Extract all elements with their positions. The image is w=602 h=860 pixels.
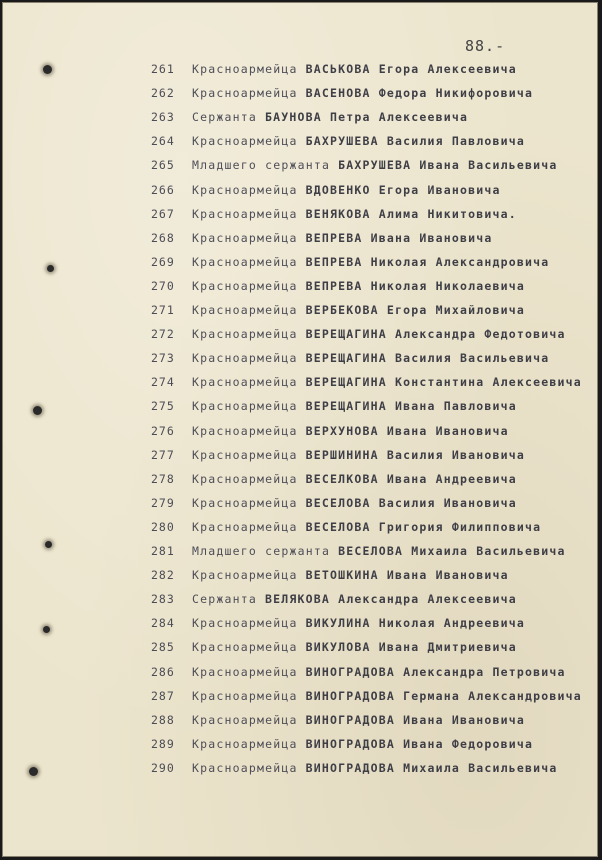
- entry-rank: Красноармейца ВЕРШИНИНА Василия Ивановича: [192, 447, 525, 462]
- entry-rank: Красноармейца ВЕРЕЩАГИНА Василия Васильевича: [192, 351, 550, 366]
- list-item: [3, 662, 597, 682]
- entry-rank: Сержанта ВЕЛЯКОВА Александра Алексеевича: [192, 592, 517, 607]
- entry-rank: Красноармейца ВИНОГРАДОВА Германа Александровича: [192, 688, 582, 703]
- list-item: [3, 228, 597, 248]
- entry-number: 273: [151, 351, 175, 366]
- entry-number: 281: [151, 544, 175, 558]
- entry-number: 263: [151, 110, 175, 125]
- list-item: [3, 493, 597, 513]
- list-item: [3, 276, 597, 296]
- entry-rank: Красноармейца ВЕРЕЩАГИНА Александра Федотовича: [192, 327, 566, 342]
- entry-name: ВЕСЕЛОВА Григория Филипповича: [305, 519, 542, 534]
- entry-number: 279: [151, 495, 175, 510]
- entry-name: ВАСЬКОВА Егора Алексеевича: [305, 62, 517, 76]
- entry-name: ВЕНЯКОВА Алима Никитовича.: [305, 206, 517, 221]
- entry-number: 268: [151, 230, 175, 245]
- entry-name: ВЕСЕЛОВА Михаила Васильевича: [338, 544, 566, 558]
- list-item: [3, 252, 597, 272]
- entry-number: 277: [151, 447, 175, 462]
- entry-number: 278: [151, 471, 175, 486]
- entry-rank: Красноармейца ВЕСЕЛОВА Григория Филипповича: [192, 519, 542, 534]
- entry-name: ВЕРЕЩАГИНА Василия Васильевича: [305, 351, 550, 366]
- list-item: [3, 348, 597, 368]
- entry-number: 269: [151, 254, 175, 269]
- entry-name: ВИКУЛОВА Ивана Дмитриевича: [305, 640, 517, 655]
- entry-name: БАХРУШЕВА Василия Павловича: [305, 134, 525, 149]
- entry-name: БАХРУШЕВА Ивана Васильевича: [338, 158, 558, 173]
- entry-number: 280: [151, 519, 175, 534]
- entry-number: 267: [151, 206, 175, 221]
- entry-rank: Красноармейца ВИКУЛИНА Николая Андреевича: [192, 616, 525, 631]
- list-item: [3, 734, 597, 754]
- entry-name: ВИНОГРАДОВА Ивана Ивановича: [305, 712, 525, 727]
- entry-number: 283: [151, 592, 175, 607]
- entry-rank: Красноармейца ВЕПРЕВА Николая Николаевича: [192, 278, 525, 293]
- entry-number: 274: [151, 375, 175, 390]
- list-item: [3, 710, 597, 730]
- entry-name: ВЕПРЕВА Ивана Ивановича: [305, 230, 493, 245]
- entry-name: ВЕПРЕВА Николая Александровича: [305, 254, 550, 269]
- list-item: [3, 637, 597, 657]
- entry-name: ВЕСЕЛКОВА Ивана Андреевича: [305, 471, 517, 486]
- list-item: [3, 686, 597, 706]
- entry-number: 289: [151, 736, 175, 751]
- entry-name: ВЕРХУНОВА Ивана Ивановича: [305, 423, 509, 438]
- entry-rank: Красноармейца ВАСЬКОВА Егора Алексеевича: [192, 62, 517, 76]
- list-item: [3, 59, 597, 79]
- entry-number: 286: [151, 664, 175, 679]
- entry-number: 261: [151, 62, 175, 76]
- entry-name: ВИНОГРАДОВА Германа Александровича: [305, 688, 582, 703]
- entry-rank: Красноармейца ВЕРХУНОВА Ивана Ивановича: [192, 423, 509, 438]
- entry-name: ВЕЛЯКОВА Александра Алексеевича: [265, 592, 517, 607]
- entry-rank: Красноармейца ВИНОГРАДОВА Ивана Ивановича: [192, 712, 525, 727]
- entry-name: ВЕРЕЩАГИНА Константина Алексеевича: [305, 375, 582, 390]
- list-item: [3, 421, 597, 441]
- list-item: [3, 613, 597, 633]
- entry-rank: Младшего сержанта ВЕСЕЛОВА Михаила Васильевича: [192, 544, 566, 558]
- page-number: 88.-: [465, 37, 506, 55]
- entry-name: БАУНОВА Петра Алексеевича: [265, 110, 469, 125]
- entry-name: ВЕПРЕВА Николая Николаевича: [305, 278, 525, 293]
- entry-number: 266: [151, 182, 175, 197]
- list-item: [3, 131, 597, 151]
- entry-name: ВЕТОШКИНА Ивана Ивановича: [305, 568, 509, 583]
- entry-name: ВЕРЕЩАГИНА Александра Федотовича: [305, 327, 566, 342]
- list-item: [3, 180, 597, 200]
- entry-number: 275: [151, 399, 175, 414]
- entry-name: ВАСЕНОВА Федора Никифоровича: [305, 86, 534, 101]
- entry-number: 276: [151, 423, 175, 438]
- list-item: [3, 83, 597, 103]
- entry-rank: Красноармейца ВЕПРЕВА Николая Александровича: [192, 254, 550, 269]
- entry-name: ВИНОГРАДОВА Ивана Федоровича: [305, 736, 534, 751]
- entry-name: ВИНОГРАДОВА Михаила Васильевича: [305, 760, 558, 775]
- list-item: [3, 469, 597, 489]
- entry-rank: Красноармейца ВЕСЕЛКОВА Ивана Андреевича: [192, 471, 517, 486]
- entry-rank: Красноармейца ВЕРЕЩАГИНА Ивана Павловича: [192, 399, 517, 414]
- entry-rank: Красноармейца ВИНОГРАДОВА Ивана Федоровича: [192, 736, 534, 751]
- entry-rank: Красноармейца ВЕРЕЩАГИНА Константина Алексеевича: [192, 375, 582, 390]
- entry-number: 262: [151, 86, 175, 101]
- list-item: [3, 396, 597, 416]
- entry-rank: Красноармейца ВЕТОШКИНА Ивана Ивановича: [192, 568, 509, 583]
- list-item: [3, 565, 597, 585]
- entry-number: 282: [151, 568, 175, 583]
- entry-rank: Красноармейца ВЕПРЕВА Ивана Ивановича: [192, 230, 493, 245]
- entry-name: ВИНОГРАДОВА Александра Петровича: [305, 664, 566, 679]
- entry-rank: Красноармейца ВЕНЯКОВА Алима Никитовича.: [192, 206, 517, 221]
- entry-name: ВЕРЕЩАГИНА Ивана Павловича: [305, 399, 517, 414]
- entry-number: 290: [151, 760, 175, 775]
- list-item: [3, 758, 597, 778]
- document-page: [2, 2, 598, 857]
- entry-number: 271: [151, 303, 175, 317]
- entry-rank: Красноармейца ВДОВЕНКО Егора Ивановича: [192, 182, 501, 197]
- list-item: [3, 517, 597, 537]
- entry-number: 270: [151, 278, 175, 293]
- entry-rank: Красноармейца ВАСЕНОВА Федора Никифоровича: [192, 86, 534, 101]
- entry-name: ВЕСЕЛОВА Василия Ивановича: [305, 495, 517, 510]
- list-item: [3, 324, 597, 344]
- list-item: [3, 155, 597, 175]
- list-item: [3, 107, 597, 127]
- list-item: [3, 204, 597, 224]
- list-item: [3, 445, 597, 465]
- entry-name: ВИКУЛИНА Николая Андреевича: [305, 616, 525, 631]
- entry-name: ВЕРШИНИНА Василия Ивановича: [305, 447, 525, 462]
- entry-rank: Младшего сержанта БАХРУШЕВА Ивана Васильевича: [192, 158, 558, 173]
- entry-number: 285: [151, 640, 175, 655]
- entry-number: 272: [151, 327, 175, 342]
- entry-number: 288: [151, 712, 175, 727]
- entry-rank: Красноармейца ВИКУЛОВА Ивана Дмитриевича: [192, 640, 517, 655]
- entry-rank: Красноармейца ВИНОГРАДОВА Михаила Васильевича: [192, 760, 558, 775]
- entry-rank: Сержанта БАУНОВА Петра Алексеевича: [192, 110, 469, 125]
- entry-rank: Красноармейца ВЕРБЕКОВА Егора Михайловича: [192, 303, 525, 317]
- entry-rank: Красноармейца БАХРУШЕВА Василия Павловича: [192, 134, 525, 149]
- list-item: [3, 541, 597, 561]
- entry-number: 287: [151, 688, 175, 703]
- entry-number: 284: [151, 616, 175, 631]
- entry-number: 265: [151, 158, 175, 173]
- list-item: [3, 300, 597, 320]
- entry-rank: Красноармейца ВИНОГРАДОВА Александра Петровича: [192, 664, 566, 679]
- list-item: [3, 589, 597, 609]
- entry-rank: Красноармейца ВЕСЕЛОВА Василия Ивановича: [192, 495, 517, 510]
- entry-name: ВЕРБЕКОВА Егора Михайловича: [305, 303, 525, 317]
- entry-number: 264: [151, 134, 175, 149]
- list-item: [3, 372, 597, 392]
- entry-name: ВДОВЕНКО Егора Ивановича: [305, 182, 501, 197]
